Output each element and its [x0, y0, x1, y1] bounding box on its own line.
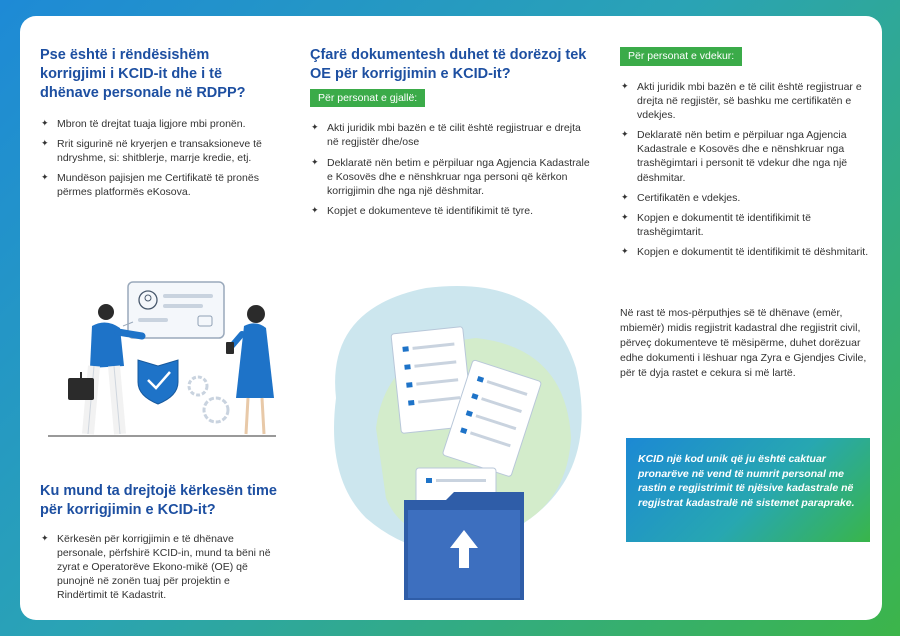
list-item: ✦ Mbron të drejtat tuaja ligjore mbi pronën. — [40, 117, 270, 131]
documents-folder-illustration — [316, 278, 596, 608]
list-item: ✦ Kopjen e dokumentit të identifikimit të dëshmitarit. — [620, 245, 870, 259]
people-id-card-illustration — [38, 274, 278, 444]
list-item: ✦ Mundëson pajisjen me Certifikatë të pronës përmes platformës eKosova. — [40, 171, 270, 199]
living-persons-list — [310, 121, 590, 218]
kcid-definition-callout — [626, 438, 870, 542]
documents-section — [310, 46, 590, 224]
where-to-apply-section — [40, 482, 280, 609]
leaflet-card — [20, 16, 882, 620]
list-item: ✦ Certifikatën e vdekjes. — [620, 191, 870, 205]
kcid-definition-text: KCID një kod unik që ju është caktuar pronarëve në vend të numrit personal me rastin e regjistrimit të njësive kadastrale në regjistrat kadastralë në sistemet paraprake. — [638, 453, 855, 510]
where-to-apply-list — [40, 532, 280, 603]
living-persons-tag: Për personat e gjallë: — [310, 89, 425, 108]
list-item: ✦ Kopjen e dokumentit të identifikimit të trashëgimtarit. — [620, 211, 870, 239]
list-item: ✦ Rrit sigurinë në kryerjen e transaksioneve të ndryshme, si: shitblerje, marrje kredie, etj. — [40, 137, 270, 165]
list-item: ✦ Deklaratë nën betim e përpiluar nga Agjencia Kadastrale e Kosovës dhe e nënshkruar nga personi që kërkon korrigjimin dhe nga një dëshmitar. — [310, 156, 590, 199]
people-illustration-svg — [38, 274, 278, 444]
why-important-list — [40, 117, 270, 200]
deceased-persons-list — [620, 80, 870, 260]
why-important-section — [40, 46, 270, 205]
where-to-apply-heading: Ku mund ta drejtojë kërkesën time për korrigjimin e KCID-it? — [40, 483, 277, 518]
why-important-heading: Pse është i rëndësishëm korrigjimi i KCID-it dhe i të dhënave personale në RDPP? — [40, 47, 246, 101]
documents-heading: Çfarë dokumentesh duhet të dorëzoj tek OE për korrigjimin e KCID-it? — [310, 47, 587, 82]
mismatch-note: Në rast të mos-përputhjes së të dhënave (emër, mbiemër) midis regjistrit kadastral dhe regjistrit civil, përveç dokumenteve të mësipërme, duhet dorëzuar edhe dokumenti i lëshuar nga Zyra e Gjendjes Civile, për të dyja rastet e cekura si më lartë. — [620, 307, 867, 379]
list-item: ✦ Deklaratë nën betim e përpiluar nga Agjencia Kadastrale e Kosovës dhe e nënshkruar nga trashëgimtari i personit të vdekur dhe nga një dëshmitar. — [620, 128, 870, 185]
list-item: ✦ Akti juridik mbi bazën e të cilit është regjistruar e drejta në regjistër, së bashku me certifikatën e vdekjes. — [620, 80, 870, 123]
deceased-persons-tag: Për personat e vdekur: — [620, 47, 742, 66]
list-item: ✦ Kopjet e dokumenteve të identifikimit të tyre. — [310, 204, 590, 218]
deceased-persons-section — [620, 46, 870, 265]
list-item: ✦ Akti juridik mbi bazën e të cilit është regjistruar e drejta në regjistër dhe/ose — [310, 121, 590, 149]
mismatch-note-section — [620, 306, 870, 381]
list-item: ✦ Kërkesën për korrigjimin e të dhënave personale, përfshirë KCID-in, mund ta bëni në zyrat e Operatorëve Ekono-mikë (OE) që punojnë në zonën tuaj për projektin e Rindërtimit të Kadastrit. — [40, 532, 280, 603]
documents-illustration-svg — [316, 278, 596, 608]
